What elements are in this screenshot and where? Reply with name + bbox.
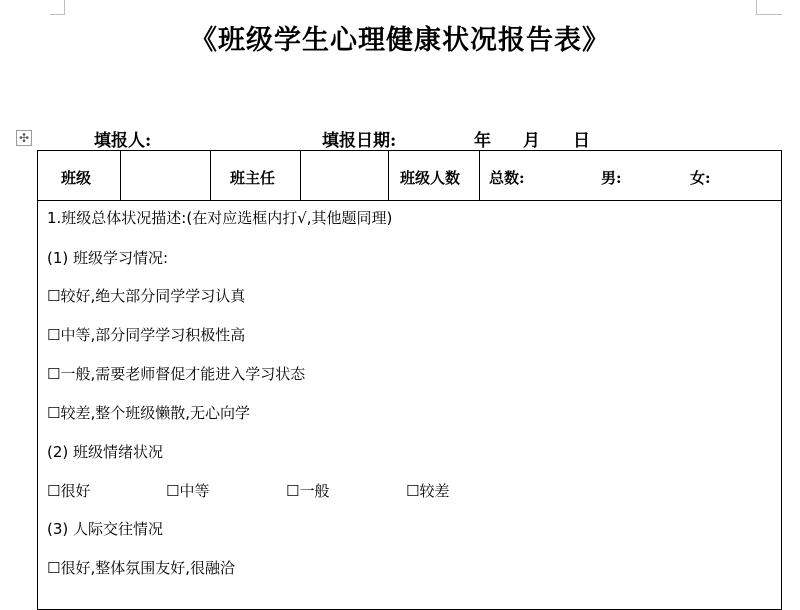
- class-value-cell[interactable]: [121, 151, 210, 200]
- cell-divider: [210, 151, 211, 200]
- fill-info-row: [0, 124, 800, 150]
- q2-option-poor[interactable]: ☐较差: [406, 482, 450, 500]
- section-1-title: 1.班级总体状况描述:(在对应选框内打√,其他题同理): [47, 209, 393, 227]
- question-1-title: (1) 班级学习情况:: [47, 249, 169, 267]
- page-corner-mark: [756, 0, 757, 14]
- day-label: 日: [573, 131, 590, 151]
- table-move-handle-icon[interactable]: ✣: [16, 130, 32, 146]
- female-count-label: 女:: [690, 169, 711, 187]
- table-header-row: [38, 151, 781, 201]
- teacher-value-cell[interactable]: [301, 151, 388, 200]
- reporter-label: 填报人:: [94, 131, 152, 151]
- question-3-title: (3) 人际交往情况: [47, 520, 164, 538]
- q2-option-average[interactable]: ☐一般: [286, 482, 330, 500]
- q1-option-poor[interactable]: ☐较差,整个班级懒散,无心向学: [47, 404, 250, 422]
- q1-option-medium[interactable]: ☐中等,部分同学学习积极性高: [47, 326, 246, 344]
- date-label: 填报日期:: [322, 131, 397, 151]
- year-label: 年: [474, 131, 491, 151]
- total-count-label: 总数:: [489, 169, 525, 187]
- question-2-title: (2) 班级情绪状况: [47, 443, 164, 461]
- q2-option-medium[interactable]: ☐中等: [166, 482, 210, 500]
- cell-divider: [479, 151, 480, 200]
- page-corner-mark: [64, 0, 65, 14]
- q3-option-very-good[interactable]: ☐很好,整体氛围友好,很融洽: [47, 559, 235, 577]
- q2-option-very-good[interactable]: ☐很好: [47, 482, 91, 500]
- q1-option-average[interactable]: ☐一般,需要老师督促才能进入学习状态: [47, 365, 306, 383]
- teacher-label: 班主任: [230, 169, 276, 187]
- q1-option-good[interactable]: ☐较好,绝大部分同学学习认真: [47, 287, 246, 305]
- page-corner-mark: [50, 14, 65, 15]
- cell-divider: [388, 151, 389, 200]
- report-form-table: [37, 150, 782, 610]
- document-title: 《班级学生心理健康状况报告表》: [190, 25, 610, 56]
- class-count-label: 班级人数: [400, 169, 461, 187]
- month-label: 月: [523, 131, 540, 151]
- class-label: 班级: [61, 169, 92, 187]
- male-count-label: 男:: [601, 169, 622, 187]
- page-corner-mark: [756, 14, 782, 15]
